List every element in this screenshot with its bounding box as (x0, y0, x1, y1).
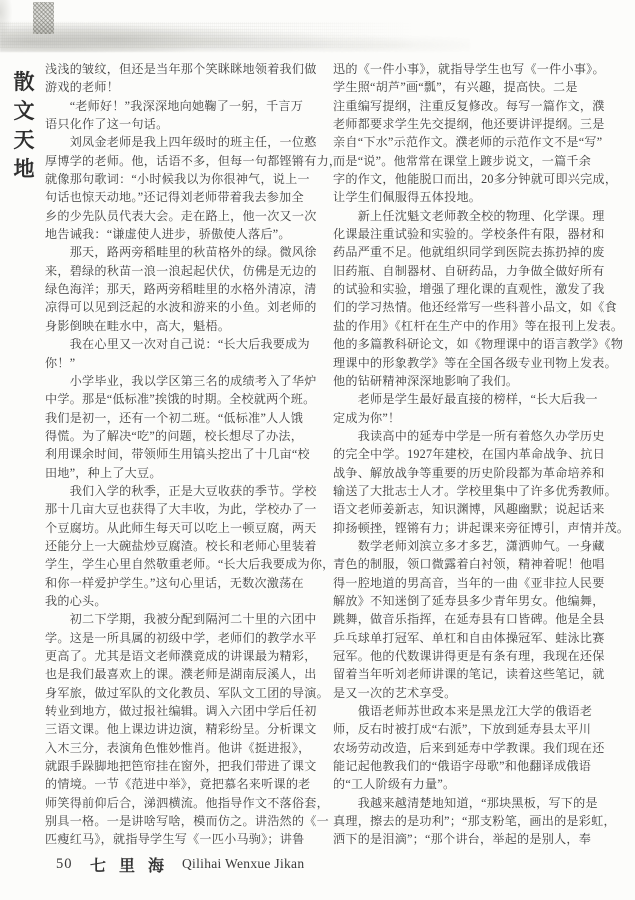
text-line: 的试验和实验，增强了理化课的直观性，激发了我 (333, 282, 605, 297)
text-line: 转业到地方，做过报社编辑。调入六团中学后任初 (45, 704, 317, 719)
text-line: 我们入学的秋季，正是大豆收获的季节。学校 (45, 483, 317, 498)
text-line: 盐的作用》《杠杆在生产中的作用》等在报刊上发表。 (333, 318, 624, 333)
text-line: 学生，学生心里自然敬重老师。“长大后我要成为你， (45, 557, 335, 572)
text-line: 就跟手跺脚地把笆帘挂在窗外，把我们带进了课文 (45, 759, 317, 774)
text-line: 跳舞，做音乐指挥，在延寿县有口皆碑。他是全县 (333, 612, 605, 627)
text-line: 更高了。尤其是语文老师濮竟成的讲课最为精彩， (45, 649, 317, 663)
text-line: 乒乓球单打冠军、单杠和自由体操冠军、蛙泳比赛 (333, 630, 605, 645)
text-line: 浅浅的皱纹，但还是当年那个笑眯眯地领着我们做 (45, 62, 317, 76)
journal-name-chinese: 七里海 (90, 858, 178, 875)
text-line: 师，反右时被打成“右派”，下放到延寿县太平川 (333, 722, 592, 737)
text-line: 就像那句歌词：“小时候我以为你很神气，说上一 (45, 172, 310, 187)
text-line: 青色的制服，领口微露着白衬领，精神着呢！他唱 (333, 557, 605, 572)
text-line: 厚博学的老师。他，话语不多，但每一句都铿锵有力， (45, 153, 342, 168)
text-line: 我在心里又一次对自己说：“长大后我要成为 (45, 337, 310, 352)
text-line: 化课最注重试验和实验的。学校条件有限，器材和 (333, 227, 605, 242)
text-line: 个豆腐坊。从此师生每天可以吃上一顿豆腐，两天 (45, 520, 317, 535)
text-line: 那十几亩大豆也获得了大丰收，为此，学校办了一 (45, 502, 317, 517)
text-line: “老师好！”我深深地向她鞠了一躬，千言万 (45, 98, 304, 113)
text-line: 小学毕业，我以学区第三名的成绩考入了华炉 (45, 373, 317, 388)
text-line: 句话也惊天动地。”还记得刘老师带着我去参加全 (45, 190, 304, 205)
text-line: 我读高中的延寿中学是一所有着悠久办学历史 (333, 428, 605, 443)
text-line: 也是我们最喜欢上的课。濮老师是湖南辰溪人，出 (45, 667, 317, 682)
text-line: 入木三分，表演角色惟妙惟肖。他讲《挺进报》， (45, 740, 311, 755)
text-line: 新上任沈魁文老师教全校的物理、化学课。理 (333, 208, 605, 223)
text-line: 理课中的形象教学》等在全国各级专业刊物上发表。 (333, 355, 617, 370)
section-title-char: 地 (13, 157, 35, 181)
text-line: 洒下的是泪滴”；“那个讲台，举起的是别人，奉 (333, 832, 592, 847)
text-line: 药品严重不足。他就组织同学到医院去拣扔掉的废 (333, 245, 605, 260)
text-line: 匹瘦红马》，就指导学生写《一匹小马驹》；讲鲁 (45, 832, 305, 847)
text-line: 的情境。一节《范进中举》，竟把慕名来听课的老 (45, 777, 311, 792)
text-line: 解放》不知迷倒了延寿县多少青年男女。他编舞， (333, 593, 605, 608)
text-line: 语文老师姜新志，知识渊博，风趣幽默；说起话来 (333, 502, 605, 517)
text-line: 乡的少先队员代表大会。走在路上，他一次又一次 (45, 208, 317, 223)
text-line: 语只化作了这一句话。 (45, 117, 169, 132)
text-line: 老师是学生最好最直接的榜样，“长大后我一 (333, 392, 598, 407)
text-line: 数学老师刘滨立多才多艺，潇洒帅气。一身藏 (333, 538, 605, 553)
page-footer (0, 853, 635, 879)
text-line: 的完全中学。1927年建校，在国内革命战争、抗日 (333, 447, 606, 462)
text-line: 和你一样爱护学生。”这句心里话，无数次激荡在 (45, 575, 304, 590)
text-line: 中学。那是“低标准”挨饿的时期。全校就两个班。 (45, 392, 316, 407)
text-line: 输送了大批志士人才。学校里集中了许多优秀教师。 (333, 483, 617, 498)
text-line: 初二下学期，我被分配到隔河二十里的六团中 (45, 612, 317, 627)
text-line: 留着当年听刘老师讲课的笔记，读着这些笔记，就 (333, 667, 605, 682)
text-line: 还能分上一大碗盐炒豆腐渣。校长和老师心里装着 (45, 538, 317, 553)
section-title-char: 散 (13, 70, 35, 94)
page-number: 50 (56, 856, 73, 872)
text-line: 绿色海洋；那天，路两旁稻畦里的水格外清凉，清 (45, 282, 317, 297)
text-line: 能记起他教我们的“俄语字母歌”和他翻译成俄语 (333, 759, 592, 774)
text-line: 的“工人阶级有力量”。 (333, 777, 456, 792)
text-line: 学。这是一所具属的初级中学，老师们的教学水平 (45, 630, 317, 645)
text-line: 得一腔地道的男高音，当年的一曲《亚非拉人民要 (333, 575, 605, 590)
text-line: 让学生们佩服得五体投地。 (333, 190, 482, 205)
text-line: 注重编写提纲，注重反复修改。每写一篇作文，濮 (333, 98, 605, 113)
text-line: 来，碧绿的秋苗一浪一浪起起伏伏，仿佛是无边的 (45, 263, 317, 278)
journal-name-pinyin: Qilihai Wenxue Jikan (182, 856, 305, 871)
text-line: 俄语老师苏世政本来是黑龙江大学的俄语老 (333, 704, 593, 719)
watermark-tower (33, 2, 54, 34)
text-column-right (333, 60, 630, 849)
text-line: 而是“说”。他常常在课堂上踱步说文，一篇千余 (333, 153, 592, 168)
text-line: 身军旅，做过军队的文化教员、军队文工团的导演。 (45, 685, 329, 700)
text-line: 得慌。为了解决“吃”的问题，校长想尽了办法， (45, 428, 304, 443)
text-line: 是又一次的艺术享受。 (333, 685, 457, 700)
text-line: 我的心头。 (45, 593, 107, 608)
text-line: 抑扬顿挫，铿锵有力；讲起课来旁征博引，声情并茂。 (333, 520, 630, 535)
text-line: 学生照“胡芦”画“瓢”，有兴趣，提高快。二是 (333, 80, 578, 95)
text-line: 战争、解放战争等重要的历史阶段都为革命培养和 (333, 465, 605, 480)
text-line: 三语文课。他上课边讲边演，精彩纷呈。分析课文 (45, 722, 317, 737)
text-line: 刘凤金老师是我上四年级时的班主任，一位憨 (45, 135, 317, 150)
text-line: 他的钻研精神深深地影响了我们。 (333, 373, 519, 388)
text-column-left (45, 60, 342, 849)
text-line: 师笑得前仰后合，涕泗横流。他指导作文不落俗套， (45, 795, 329, 810)
article-body (45, 60, 630, 849)
watermark-shoreline (0, 18, 470, 52)
text-line: 游戏的老师！ (45, 80, 120, 95)
header-watermark-image (0, 0, 480, 60)
text-line: 迅的《一件小事》，就指导学生也写《一件小事》。 (333, 62, 605, 76)
text-line: 凉得可以见到泛起的水波和游来的小鱼。刘老师的 (45, 300, 317, 315)
text-line: 别具一格。一是讲啥写啥，模而仿之。讲浩然的《一 (45, 814, 329, 829)
text-line: 老师都要求学生先交提纲，他还要讲评提纲。三是 (333, 117, 605, 132)
watermark-halftone-grain (0, 22, 440, 48)
text-line: 我越来越清楚地知道，“那块黑板，写下的是 (333, 795, 598, 810)
text-line: 亲自“下水”示范作文。濮老师的示范作文不是“写” (333, 135, 603, 150)
text-line: 地告诫我：“谦虚使人进步，骄傲使人落后”。 (45, 227, 291, 242)
section-title-char: 文 (13, 99, 35, 123)
section-title-char: 天 (13, 128, 35, 152)
section-title-vertical (11, 72, 37, 180)
text-line: 我们是初一，还有一个初二班。“低标准”人人饿 (45, 410, 304, 425)
text-line: 田地”，种上了大豆。 (45, 465, 162, 480)
text-line: 冠军。他的代数课讲得更是有条有理，我现在还保 (333, 649, 605, 663)
text-line: 真理，擦去的是功利”；“那支粉笔，画出的是彩虹， (333, 814, 616, 829)
text-line: 你！” (45, 355, 76, 370)
text-line: 他的多篇教科研论文，如《物理课中的语言教学》《物 (333, 337, 624, 352)
text-line: 农场劳动改造，后来到延寿中学教课。我们现在还 (333, 740, 605, 755)
watermark-corner-texture (0, 0, 14, 40)
text-line: 身影倒映在畦水中，高大，魁梧。 (45, 318, 231, 333)
text-line: 们的学习热情。他还经常写一些科普小品文，如《食 (333, 300, 617, 315)
text-line: 那天，路两旁稻畦里的秋苗格外的绿。微风徐 (45, 245, 317, 260)
text-line: 字的作文，他能脱口而出，20多分钟就可即兴完成， (333, 172, 618, 187)
text-line: 定成为你”！ (333, 410, 401, 425)
text-line: 旧药瓶、自制器材、自研药品，力争做全做好所有 (333, 263, 605, 278)
text-line: 利用课余时间，带领师生用镐头挖出了十几亩“校 (45, 447, 310, 462)
